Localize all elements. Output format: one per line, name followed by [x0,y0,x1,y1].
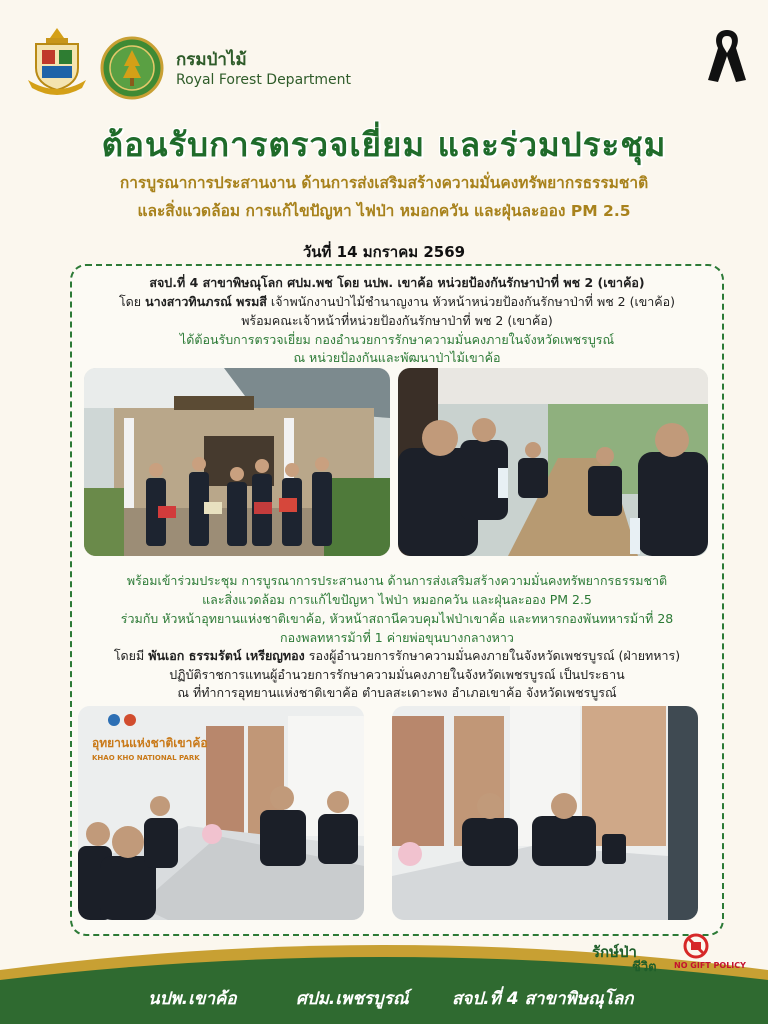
block2-line-2: และสิ่งแวดล้อม การแก้ไขปัญหา ไฟป่า หมอกควัน และฝุ่นละออง PM 2.5 [202,592,592,607]
park-sign-thai: อุทยานแห่งชาติเขาค้อ [92,736,208,750]
block2-line-3: ร่วมกับ หัวหน้าอุทยานแห่งชาติเขาค้อ, หัวหน้าสถานีควบคุมไฟป่าเขาค้อ และทหารกองพันทหารม้าที่ 28 [120,611,674,626]
photo-meeting-room-1 [78,706,364,920]
royal-forest-seal-icon [100,36,164,100]
block2-line-6: ปฏิบัติราชการแทนผู้อำนวยการรักษาความมั่นคงภายในจังหวัดเพชรบูรณ์ เป็นประธาน [169,667,625,682]
block1-line-3: พร้อมคณะเจ้าหน้าที่หน่วยป้องกันรักษาป่าที่ พช 2 (เขาค้อ) [241,313,553,328]
park-sign-english: KHAO KHO NATIONAL PARK [92,754,200,762]
footer-unit-3: สจป.ที่ 4 สาขาพิษณุโลก [452,989,634,1009]
event-date: วันที่ 14 มกราคม 2569 [302,243,466,261]
photo-meeting-room-2 [392,706,698,920]
block1-line-2: โดย นางสาวทินภรณ์ พรมสี เจ้าพนักงานป่าไม้ชำนาญงาน หัวหน้าหน่วยป้องกันรักษาป่าที่ พช 2 (เขาค้อ) [118,294,676,309]
block2-line-4: กองพลทหารม้าที่ 1 ค่ายพ่อขุนบางกลางหาว [280,630,514,645]
footer-unit-2: ศปม.เพชรบูรณ์ [296,989,409,1009]
subtitle-line-1: การบูรณาการประสานงาน ด้านการส่งเสริมสร้างความมั่นคงทรัพยากรธรรมชาติ [119,174,649,192]
forest-dept-emblem-icon [24,24,90,96]
department-name-thai: กรมป่าไม้ [176,50,247,70]
no-gift-policy-icon: NO GIFT POLICY [674,932,744,976]
footer-unit-1: นปพ.เขาค้อ [148,989,237,1009]
photo-group-welcome [84,368,390,556]
page-title: ต้อนรับการตรวจเยี่ยม และร่วมประชุม [101,125,667,164]
rak-pa-logo-icon: รักษ์ป่า ชีวิต [592,943,657,975]
photo-outdoor-meeting [398,368,708,556]
subtitle-line-2: และสิ่งแวดล้อม การแก้ไขปัญหา ไฟป่า หมอกควัน และฝุ่นละออง PM 2.5 [137,202,631,220]
block1-line-4: ได้ต้อนรับการตรวจเยี่ยม กองอำนวยการรักษาความมั่นคงภายในจังหวัดเพชรบูรณ์ [179,332,615,347]
block1-line-5: ณ หน่วยป้องกันและพัฒนาป่าไม้เขาค้อ [293,350,501,365]
block2-line-1: พร้อมเข้าร่วมประชุม การบูรณาการประสานงาน ด้านการส่งเสริมสร้างความมั่นคงทรัพยากรธรรมชาติ [126,573,668,588]
mourning-ribbon-icon [706,26,748,84]
block2-line-7: ณ ที่ทำการอุทยานแห่งชาติเขาค้อ ตำบลสะเดาะพง อำเภอเขาค้อ จังหวัดเพชรบูรณ์ [177,685,617,700]
department-name-english: Royal Forest Department [176,72,351,88]
block1-line-1: สจป.ที่ 4 สาขาพิษณุโลก ศปม.พช โดย นปพ. เขาค้อ หน่วยป้องกันรักษาป่าที่ พช 2 (เขาค้อ) [149,275,645,290]
block2-line-5: โดยมี พันเอก ธรรมรัตน์ เหรียญทอง รองผู้อำนวยการรักษาความมั่นคงภายในจังหวัดเพชรบูรณ์ (ฝ่ายทหาร) [113,648,681,663]
